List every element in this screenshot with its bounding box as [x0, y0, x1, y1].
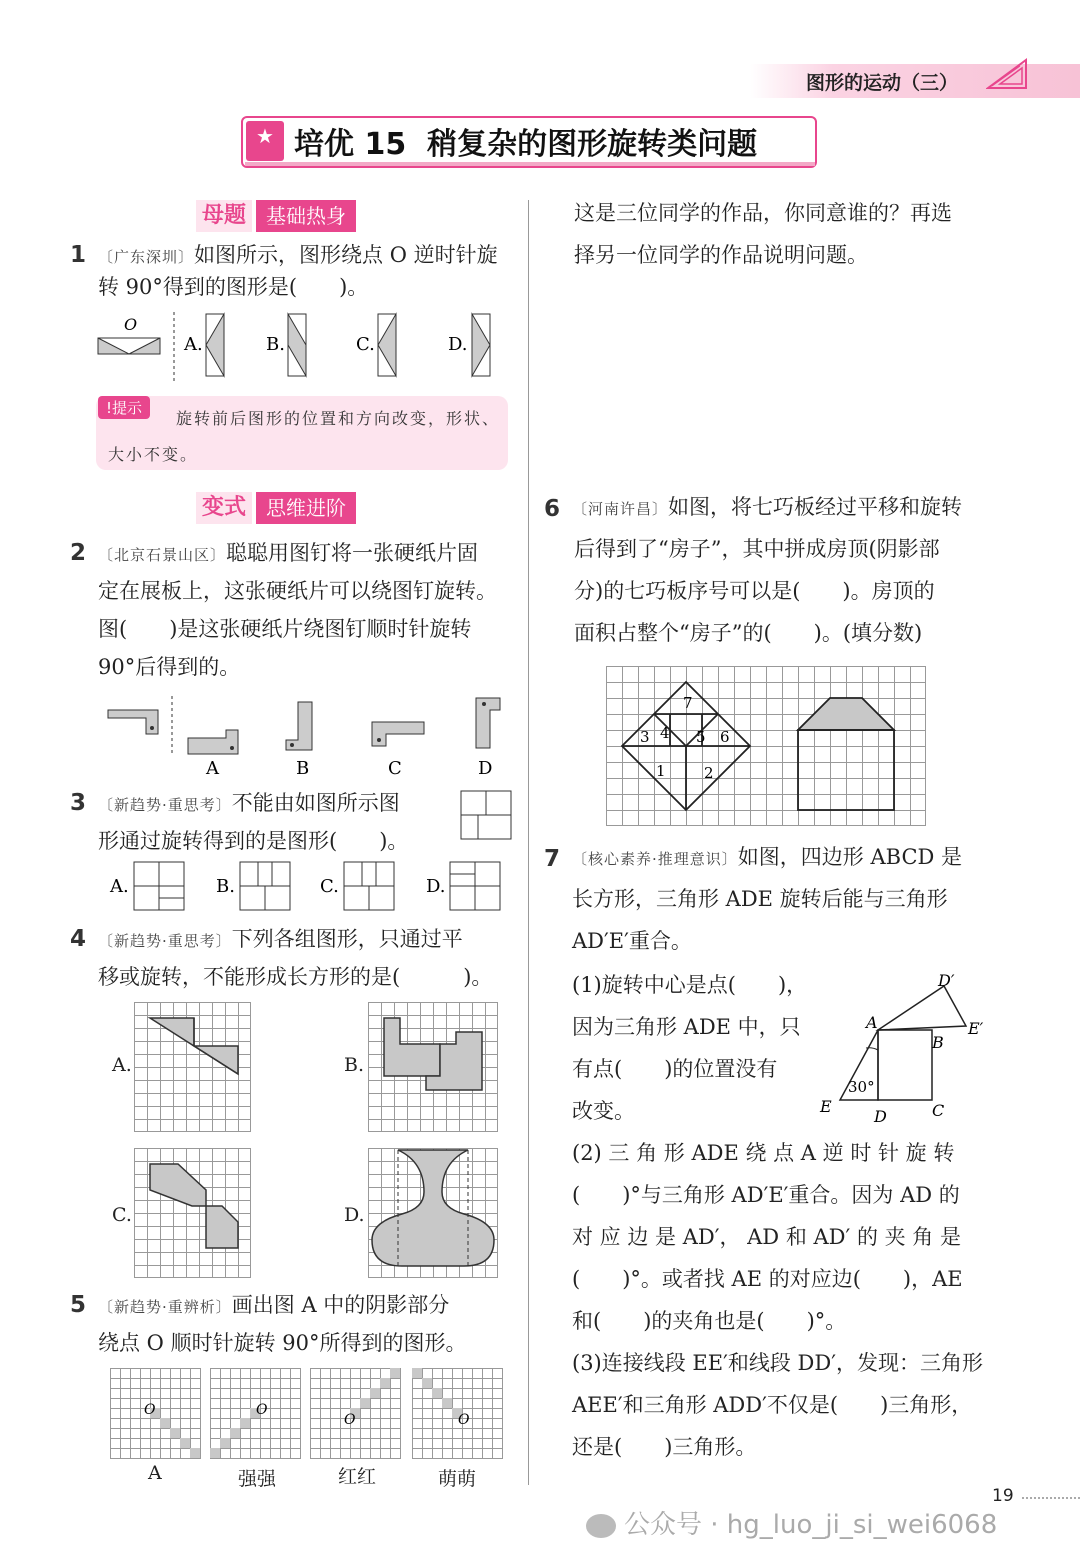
q2-text-line2: 定在展板上，这张硬纸片可以绕图钉旋转。: [98, 579, 497, 603]
q4-text-line2: 移或旋转，不能形成长方形的是( )。: [98, 965, 493, 989]
q7-p2-line5: 和( )的夹角也是( )°。: [572, 1309, 847, 1333]
svg-text:D.: D.: [448, 334, 468, 355]
q6-piece-2: 2: [704, 764, 714, 782]
q7-p2-line2: ( )°与三角形 AD′E′重合。因为 AD 的: [572, 1183, 960, 1207]
svg-text:A: A: [866, 1013, 878, 1032]
q2-option-a: [188, 730, 238, 779]
q6-piece-3: 3: [640, 728, 650, 746]
svg-text:D′: D′: [938, 971, 955, 990]
svg-text:30°: 30°: [848, 1078, 875, 1096]
q7-p3-line3: 还是( )三角形。: [572, 1435, 757, 1459]
q3-source: 〔新趋势·重思考〕: [98, 796, 232, 814]
page-number: 19: [992, 1486, 1014, 1506]
svg-text:O: O: [144, 1402, 156, 1418]
svg-text:E: E: [820, 1097, 832, 1116]
q4-text-line1: 〔新趋势·重思考〕下列各组图形，只通过平: [98, 927, 463, 951]
q5-grid-a: [110, 1368, 201, 1459]
svg-text:E′: E′: [968, 1019, 984, 1038]
q2-option-c: [372, 722, 424, 779]
q1-source: 〔广东深圳〕: [98, 248, 195, 266]
q2-option-b: [286, 702, 312, 779]
q6-text-line1: 〔河南许昌〕如图，将七巧板经过平移和旋转: [572, 495, 963, 519]
q6-text-line3: 分)的七巧板序号可以是( )。房顶的: [574, 579, 935, 603]
q3-option-c: [320, 862, 394, 910]
svg-text:O: O: [256, 1402, 268, 1418]
page-title: 培优 15 稍复杂的图形旋转类问题: [294, 127, 758, 162]
q5-source: 〔新趋势·重辨析〕: [98, 1298, 232, 1316]
q7-p2-line3: 对 应 边 是 AD′， AD 和 AD′ 的 夹 角 是: [572, 1225, 961, 1249]
column-divider: [528, 200, 529, 1485]
q6-number: 6: [544, 496, 561, 522]
q4-label-b: B.: [344, 1054, 365, 1076]
q5-label-mengmeng: 萌萌: [438, 1468, 477, 1490]
svg-text:B: B: [296, 758, 310, 779]
q6-piece-4: 4: [660, 724, 670, 742]
q5-text-line2: 绕点 O 顺时针旋转 90°所得到的图形。: [98, 1331, 467, 1355]
q7-source: 〔核心素养·推理意识〕: [572, 850, 738, 868]
q5-grid-mengmeng: [412, 1368, 503, 1459]
q4-source: 〔新趋势·重思考〕: [98, 932, 232, 950]
q3-options: [108, 860, 508, 912]
q4-label-a: A.: [112, 1054, 132, 1076]
q1-figure: [90, 310, 510, 388]
q3-option-b: [216, 862, 290, 910]
svg-text:O: O: [344, 1412, 356, 1428]
q5-grid-honghong: [310, 1368, 401, 1459]
svg-text:C: C: [932, 1101, 945, 1120]
q4-number: 4: [70, 926, 87, 952]
q1-text-line1: 〔广东深圳〕如图所示，图形绕点 O 逆时针旋: [98, 243, 498, 267]
svg-text:B: B: [932, 1033, 944, 1052]
svg-text:C.: C.: [320, 876, 339, 897]
q7-p3-line2: AEE′和三角形 ADD′不仅是( )三角形，: [572, 1393, 973, 1417]
q4-grid-a: [134, 1002, 251, 1132]
q3-option-a: [109, 862, 184, 910]
q3-option-d: [426, 862, 500, 910]
q7-text-line1: 〔核心素养·推理意识〕如图，四边形 ABCD 是: [572, 845, 963, 869]
q6-source: 〔河南许昌〕: [572, 500, 669, 518]
svg-text:A: A: [206, 758, 219, 779]
q5-cont-line1: 这是三位同学的作品，你同意谁的？再选: [574, 201, 952, 225]
q2-number: 2: [70, 540, 87, 566]
q1-option-d: [448, 314, 490, 376]
title-star-icon: ★: [246, 121, 284, 161]
q2-source: 〔北京石景山区〕: [98, 546, 227, 564]
q6-text-line2: 后得到了“房子”，其中拼成房顶(阴影部: [574, 537, 940, 561]
q4-grid-b: [368, 1002, 498, 1132]
q6-piece-1: 1: [656, 762, 666, 780]
q7-text-line3: AD′E′重合。: [572, 929, 692, 953]
q2-figure: [100, 694, 520, 780]
svg-text:D: D: [874, 1107, 887, 1126]
q7-p3-line1: (3)连接线段 EE′和线段 DD′，发现：三角形: [572, 1351, 983, 1375]
svg-text:A.: A.: [184, 334, 203, 355]
footer-dots: [1022, 1497, 1080, 1499]
q1-number: 1: [70, 242, 87, 268]
q7-number: 7: [544, 846, 561, 872]
q6-grid: [606, 666, 926, 826]
wechat-icon: [586, 1514, 616, 1538]
q6-text-line4: 面积占整个“房子”的( )。(填分数): [574, 621, 923, 645]
svg-text:C: C: [388, 758, 402, 779]
tip-line2: 大小不变。: [108, 445, 199, 464]
q5-number: 5: [70, 1292, 87, 1318]
q1-option-b: [266, 314, 306, 376]
q6-piece-7: 7: [683, 694, 693, 712]
q5-label-a: A: [148, 1462, 162, 1484]
svg-text:A.: A.: [110, 876, 129, 897]
q7-p2-line1: (2) 三 角 形 ADE 绕 点 A 逆 时 针 旋 转: [572, 1141, 955, 1165]
q1-text-line2: 转 90°得到的图形是( )。: [98, 275, 369, 299]
q5-label-honghong: 红红: [338, 1466, 377, 1488]
q7-p2-line4: ( )°。或者找 AE 的对应边( )，AE: [572, 1267, 963, 1291]
q7-p1-line3: 有点( )的位置没有: [572, 1057, 778, 1081]
q1-point-o: O: [124, 315, 138, 334]
section-label-variant: 变式 思维进阶: [196, 492, 356, 524]
section-label-mother: 母题 基础热身: [196, 200, 356, 232]
q6-piece-5: 5: [696, 728, 706, 746]
q4-grid-d: [368, 1148, 498, 1278]
q6-piece-6: 6: [720, 728, 730, 746]
q7-text-line2: 长方形，三角形 ADE 旋转后能与三角形: [572, 887, 948, 911]
q5-label-qiangqiang: 强强: [238, 1468, 277, 1490]
q2-text-line1: 〔北京石景山区〕聪聪用图钉将一张硬纸片固: [98, 541, 479, 565]
q7-p1-line4: 改变。: [572, 1099, 635, 1123]
svg-text:C.: C.: [356, 334, 375, 355]
q4-label-c: C.: [112, 1204, 132, 1226]
tip-line1: 旋转前后图形的位置和方向改变，形状、: [176, 409, 501, 428]
q5-grid-qiangqiang: [210, 1368, 301, 1459]
svg-text:O: O: [458, 1412, 470, 1428]
q3-number: 3: [70, 790, 87, 816]
q2-option-d: [476, 698, 500, 779]
q5-text-line1: 〔新趋势·重辨析〕画出图 A 中的阴影部分: [98, 1293, 450, 1317]
svg-text:D.: D.: [426, 876, 446, 897]
svg-text:B.: B.: [266, 334, 285, 355]
watermark: 公众号 · hg_luo_ji_si_wei6068: [586, 1504, 997, 1541]
ruler-triangle-icon: [986, 56, 1030, 92]
chapter-title: 图形的运动（三）: [806, 72, 959, 94]
q1-option-c: [356, 314, 396, 376]
q7-p1-line2: 因为三角形 ADE 中，只: [572, 1015, 801, 1039]
svg-text:D: D: [478, 758, 493, 779]
q4-label-d: D.: [344, 1204, 365, 1226]
q2-text-line4: 90°后得到的。: [98, 655, 241, 679]
q3-text-line1: 〔新趋势·重思考〕不能由如图所示图: [98, 791, 400, 815]
q3-text-line2: 形通过旋转得到的是图形( )。: [98, 829, 409, 853]
q7-p1-line1: (1)旋转中心是点( )，: [572, 973, 808, 997]
q3-figure: [460, 790, 514, 842]
q2-text-line3: 图( )是这张硬纸片绕图钉顺时针旋转: [98, 617, 472, 641]
svg-text:B.: B.: [216, 876, 235, 897]
q5-cont-line2: 择另一位同学的作品说明问题。: [574, 243, 868, 267]
tip-label: !提示: [98, 396, 150, 419]
q1-option-a: [183, 314, 224, 376]
q4-grid-c: [134, 1148, 251, 1278]
q7-figure: [814, 966, 994, 1126]
